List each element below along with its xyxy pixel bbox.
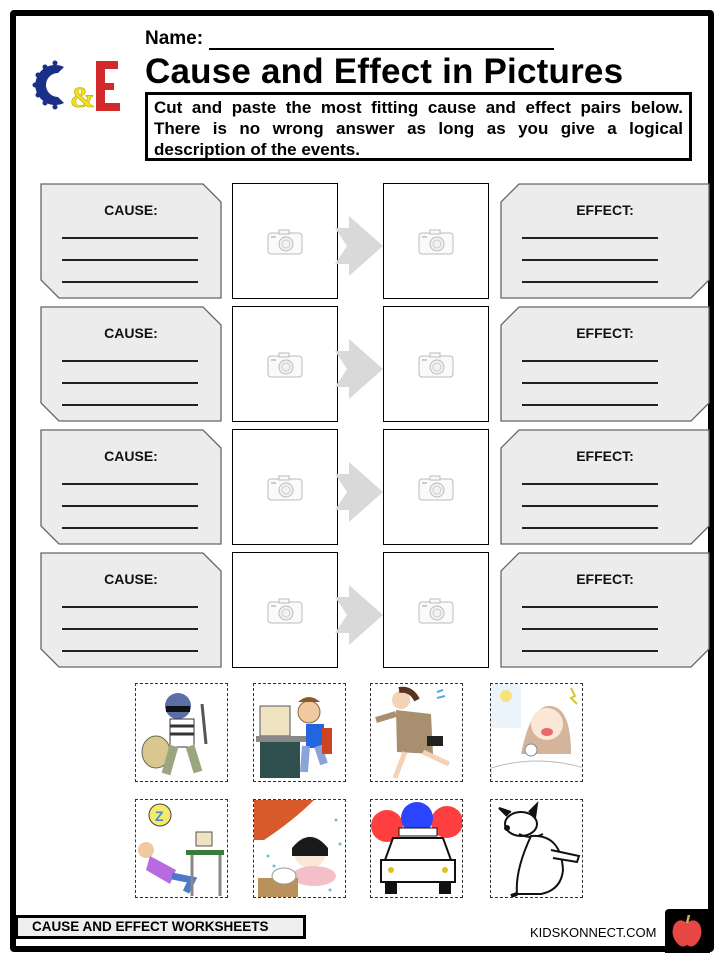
camera-placeholder-icon — [418, 229, 454, 255]
cause-blank-line[interactable] — [62, 404, 198, 406]
cause-blank-line[interactable] — [62, 527, 198, 529]
effect-label: EFFECT: — [576, 448, 634, 464]
cause-picture-slot[interactable] — [232, 306, 338, 422]
effect-card[interactable] — [500, 306, 710, 422]
cause-blank-line[interactable] — [62, 237, 198, 239]
police-car-picture-icon[interactable] — [370, 799, 463, 898]
cause-picture-slot[interactable] — [232, 183, 338, 299]
site-name[interactable]: KIDSKONNECT.COM — [530, 925, 657, 940]
camera-placeholder-icon — [267, 352, 303, 378]
camera-placeholder-icon — [267, 598, 303, 624]
cause-label: CAUSE: — [104, 571, 158, 587]
effect-blank-line[interactable] — [522, 628, 658, 630]
cause-effect-logo-icon — [30, 55, 125, 115]
effect-label: EFFECT: — [576, 325, 634, 341]
effect-blank-line[interactable] — [522, 281, 658, 283]
cause-blank-line[interactable] — [62, 259, 198, 261]
cause-label: CAUSE: — [104, 325, 158, 341]
camera-placeholder-icon — [267, 475, 303, 501]
arrow-right-icon — [335, 462, 385, 522]
cause-blank-line[interactable] — [62, 628, 198, 630]
cause-effect-row — [0, 306, 720, 422]
apple-icon — [665, 909, 710, 953]
effect-card[interactable] — [500, 552, 710, 668]
cause-blank-line[interactable] — [62, 606, 198, 608]
girl-with-puppy-in-rain-picture-icon[interactable] — [253, 799, 346, 898]
cause-effect-row — [0, 429, 720, 545]
arrow-right-icon — [335, 339, 385, 399]
name-blank-line[interactable] — [209, 32, 554, 50]
effect-picture-slot[interactable] — [383, 429, 489, 545]
page-title: Cause and Effect in Pictures — [145, 52, 624, 91]
dog-picture-icon[interactable] — [490, 799, 583, 898]
man-at-computer-picture-icon[interactable] — [253, 683, 346, 782]
cause-card[interactable] — [40, 183, 222, 299]
svg-text:Z: Z — [155, 808, 164, 824]
cause-label: CAUSE: — [104, 202, 158, 218]
girl-alarm-clock-picture-icon[interactable] — [490, 683, 583, 782]
cause-picture-slot[interactable] — [232, 429, 338, 545]
effect-picture-slot[interactable] — [383, 306, 489, 422]
instructions-box: Cut and paste the most fitting cause and effect pairs below. There is no wrong answer as long as you give a logical description of the events. — [145, 92, 692, 161]
cause-label: CAUSE: — [104, 448, 158, 464]
camera-placeholder-icon — [418, 475, 454, 501]
camera-placeholder-icon — [418, 352, 454, 378]
camera-placeholder-icon — [267, 229, 303, 255]
arrow-right-icon — [335, 585, 385, 645]
cause-blank-line[interactable] — [62, 650, 198, 652]
effect-blank-line[interactable] — [522, 606, 658, 608]
effect-blank-line[interactable] — [522, 259, 658, 261]
effect-blank-line[interactable] — [522, 527, 658, 529]
cause-card[interactable] — [40, 306, 222, 422]
camera-placeholder-icon — [418, 598, 454, 624]
man-sleeping-at-desk-picture-icon[interactable] — [135, 799, 228, 898]
cause-blank-line[interactable] — [62, 505, 198, 507]
effect-blank-line[interactable] — [522, 483, 658, 485]
svg-text:&: & — [70, 81, 95, 114]
worksheet-category-badge: CAUSE AND EFFECT WORKSHEETS — [15, 915, 306, 939]
effect-picture-slot[interactable] — [383, 183, 489, 299]
effect-blank-line[interactable] — [522, 237, 658, 239]
cause-blank-line[interactable] — [62, 360, 198, 362]
name-field[interactable] — [145, 28, 554, 50]
cause-card[interactable] — [40, 552, 222, 668]
cause-effect-row — [0, 183, 720, 299]
cause-effect-row — [0, 552, 720, 668]
cause-blank-line[interactable] — [62, 483, 198, 485]
cause-blank-line[interactable] — [62, 281, 198, 283]
burglar-picture-icon[interactable] — [135, 683, 228, 782]
woman-running-late-picture-icon[interactable] — [370, 683, 463, 782]
cause-picture-slot[interactable] — [232, 552, 338, 668]
effect-blank-line[interactable] — [522, 650, 658, 652]
effect-card[interactable] — [500, 183, 710, 299]
effect-blank-line[interactable] — [522, 505, 658, 507]
effect-blank-line[interactable] — [522, 382, 658, 384]
effect-picture-slot[interactable] — [383, 552, 489, 668]
effect-label: EFFECT: — [576, 571, 634, 587]
effect-blank-line[interactable] — [522, 360, 658, 362]
effect-label: EFFECT: — [576, 202, 634, 218]
arrow-right-icon — [335, 216, 385, 276]
cause-card[interactable] — [40, 429, 222, 545]
effect-blank-line[interactable] — [522, 404, 658, 406]
cause-blank-line[interactable] — [62, 382, 198, 384]
name-label: Name: — [145, 28, 204, 49]
effect-card[interactable] — [500, 429, 710, 545]
